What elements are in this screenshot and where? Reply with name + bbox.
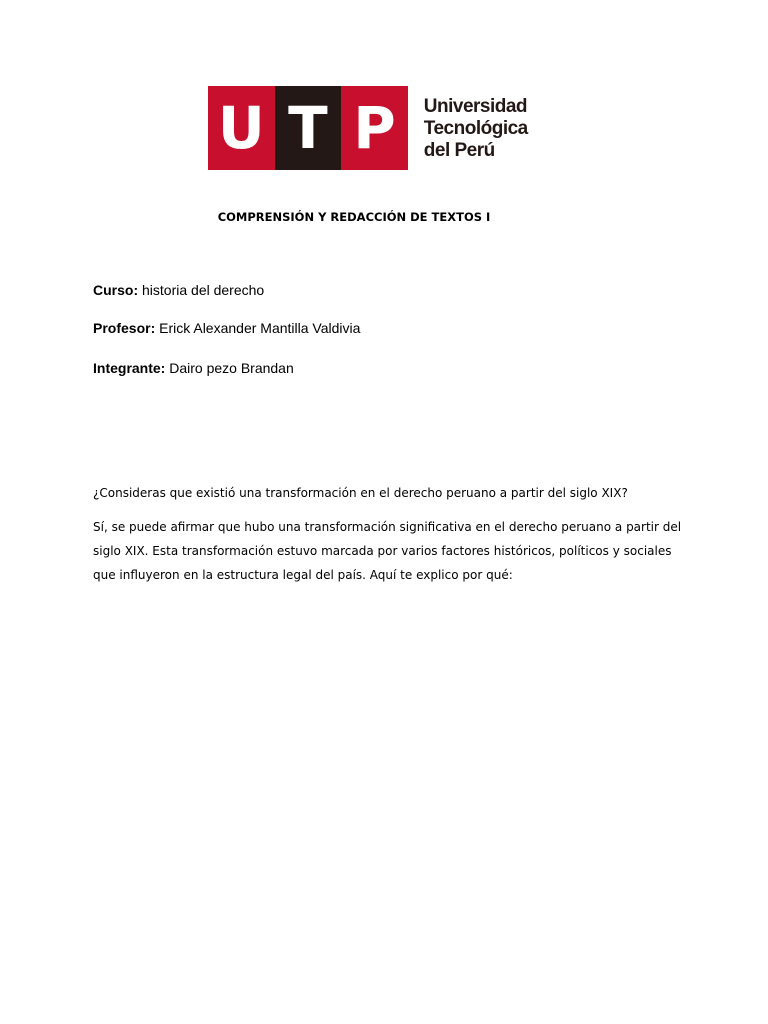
logo-letter-t: T xyxy=(275,86,342,170)
utp-logo xyxy=(208,86,528,170)
field-integrante xyxy=(93,360,294,376)
field-curso-value: historia del derecho xyxy=(142,282,265,298)
field-curso xyxy=(93,282,264,298)
question-paragraph: ¿Consideras que existió una transformación en el derecho peruano a partir del siglo XIX? xyxy=(93,486,628,500)
field-curso-label: Curso: xyxy=(93,282,139,298)
logo-name-line-3: del Perú xyxy=(423,140,495,161)
logo-letter-u: U xyxy=(208,86,275,170)
field-profesor xyxy=(93,320,360,336)
field-profesor-value: Erick Alexander Mantilla Valdivia xyxy=(159,320,361,336)
logo-name-line-1: Universidad xyxy=(423,96,528,117)
logo-letter-blocks xyxy=(208,86,408,170)
answer-paragraph: Sí, se puede afirmar que hubo una transformación significativa en el derecho peruano a partir del siglo XIX. Esta transformación estuvo marcada por varios factores históricos, políticos y sociales que influyeron en la estructura legal del país. Aquí te explico por qué: xyxy=(93,520,682,582)
document-title: COMPRENSIÓN Y REDACCIÓN DE TEXTOS I xyxy=(217,210,491,224)
logo-university-name xyxy=(424,96,528,162)
logo-name-line-2: Tecnológica xyxy=(423,118,528,139)
field-profesor-label: Profesor: xyxy=(93,320,156,336)
logo-letter-p: P xyxy=(341,86,408,170)
field-integrante-value: Dairo pezo Brandan xyxy=(169,360,294,376)
field-integrante-label: Integrante: xyxy=(93,360,166,376)
